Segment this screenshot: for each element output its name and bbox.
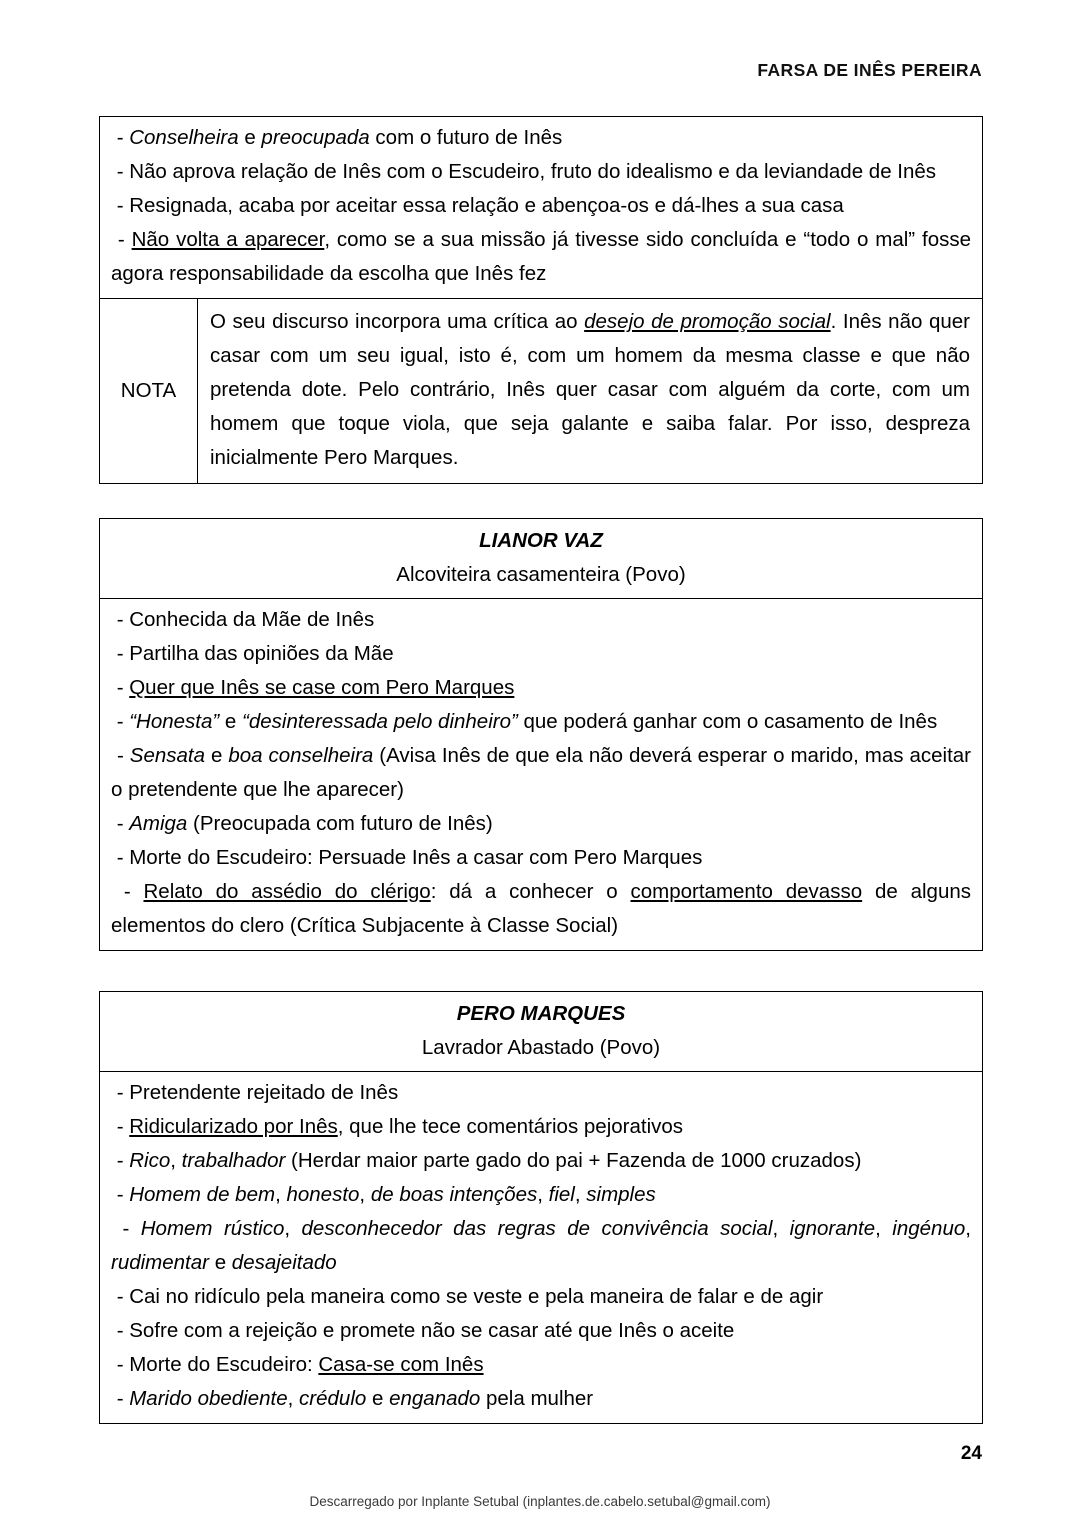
- list-item: - Homem rústico, desconhecedor das regras de convivência social, ignorante, ingénuo, rudimentar e desajeitado: [111, 1217, 971, 1274]
- list-item: - Não volta a aparecer, como se a sua missão já tivesse sido concluída e “todo o mal” fosse agora responsabilidade da escolha que Inês fez: [111, 228, 972, 285]
- table-header-pero: [100, 992, 982, 1071]
- footer-watermark: Descarregado por Inplante Setubal (inplantes.de.cabelo.setubal@gmail.com): [309, 1494, 771, 1509]
- list-item: - Conselheira e preocupada com o futuro de Inês: [111, 126, 563, 149]
- list-item: - Amiga (Preocupada com futuro de Inês): [111, 812, 493, 835]
- table-row: [100, 117, 982, 298]
- list-item: - Ridicularizado por Inês, que lhe tece comentários pejorativos: [111, 1115, 684, 1138]
- list-item: - Homem de bem, honesto, de boas intenções, fiel, simples: [111, 1183, 656, 1206]
- list-item: - Morte do Escudeiro: Casa-se com Inês: [111, 1353, 484, 1376]
- table-row: [100, 598, 982, 950]
- list-item: - Rico, trabalhador (Herdar maior parte gado do pai + Fazenda de 1000 cruzados): [111, 1149, 862, 1172]
- character-name: LIANOR VAZ: [479, 529, 603, 552]
- mae-bullets-cell: [100, 117, 982, 298]
- page-number: 24: [960, 1443, 982, 1464]
- nota-label: NOTA: [100, 299, 198, 483]
- list-item: - Pretendente rejeitado de Inês: [111, 1081, 399, 1104]
- list-item: - Resignada, acaba por aceitar essa relação e abençoa-os e dá-lhes a sua casa: [111, 194, 844, 217]
- list-item: - Cai no ridículo pela maneira como se veste e pela maneira de falar e de agir: [111, 1285, 824, 1308]
- table-lianor-vaz: [99, 518, 983, 951]
- table-row-nota: [100, 298, 982, 483]
- table-row: [100, 1071, 982, 1423]
- nota-paragraph: O seu discurso incorpora uma crítica ao desejo de promoção social. Inês não quer casar com um seu igual, isto é, com um homem da mesma classe e que não pretenda dote. Pelo contrário, Inês quer casar com alguém da corte, com um homem que toque viola, que seja galante e saiba falar. Por isso, despreza inicialmente Pero Marques.: [210, 310, 970, 469]
- list-item: - “Honesta” e “desinteressada pelo dinheiro” que poderá ganhar com o casamento de Inês: [111, 710, 938, 733]
- list-item: - Relato do assédio do clérigo: dá a conhecer o comportamento devasso de alguns elementos do clero (Crítica Subjacente à Classe Social): [111, 880, 971, 937]
- list-item: - Morte do Escudeiro: Persuade Inês a casar com Pero Marques: [111, 846, 703, 869]
- character-name: PERO MARQUES: [456, 1002, 626, 1025]
- list-item: - Conhecida da Mãe de Inês: [111, 608, 375, 631]
- pero-bullets-cell: [100, 1072, 982, 1423]
- table-mae: [99, 116, 983, 484]
- lianor-bullets-cell: [100, 599, 982, 950]
- list-item: - Quer que Inês se case com Pero Marques: [111, 676, 515, 699]
- running-header: FARSA DE INÊS PEREIRA: [757, 60, 982, 80]
- list-item: - Marido obediente, crédulo e enganado pela mulher: [111, 1387, 594, 1410]
- list-item: - Sofre com a rejeição e promete não se casar até que Inês o aceite: [111, 1319, 735, 1342]
- table-pero-marques: [99, 991, 983, 1424]
- character-role: Alcoviteira casamenteira (Povo): [396, 563, 686, 586]
- list-item: - Sensata e boa conselheira (Avisa Inês de que ela não deverá esperar o marido, mas aceitar o pretendente que lhe aparecer): [111, 744, 972, 801]
- nota-body: [198, 299, 982, 483]
- character-role: Lavrador Abastado (Povo): [421, 1036, 661, 1059]
- table-header-lianor: [100, 519, 982, 598]
- list-item: - Não aprova relação de Inês com o Escudeiro, fruto do idealismo e da leviandade de Inês: [111, 160, 937, 183]
- list-item: - Partilha das opiniões da Mãe: [111, 642, 394, 665]
